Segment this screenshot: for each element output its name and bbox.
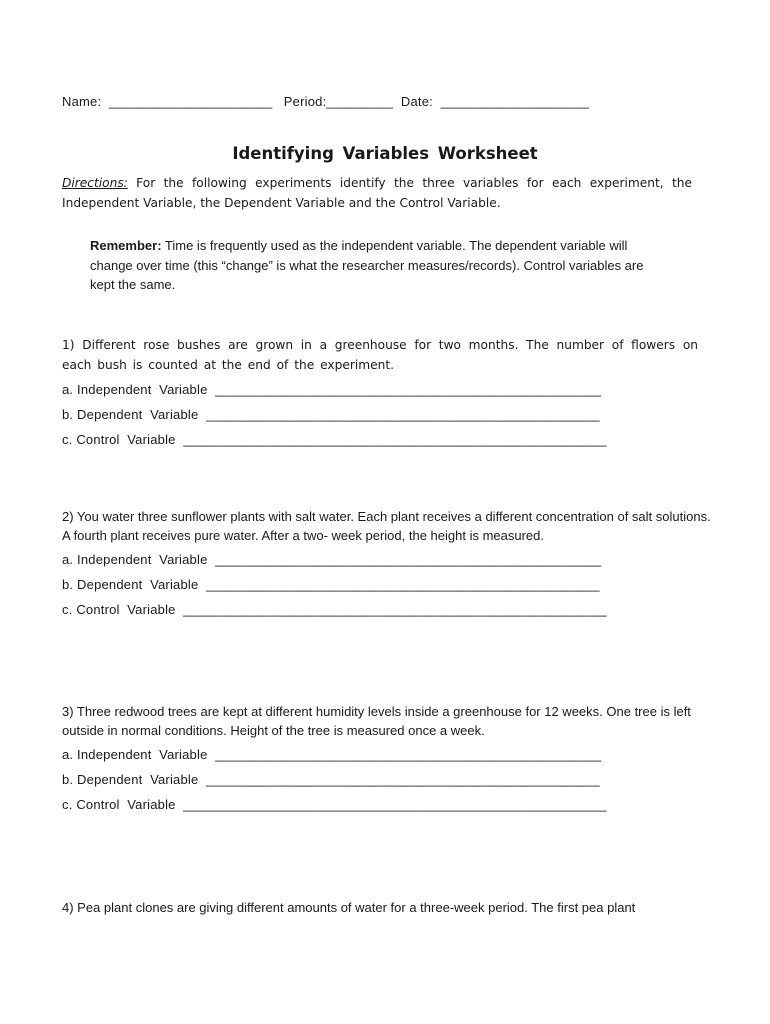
remember-text: Time is frequently used as the independent variable. The dependent variable will change over time (this “change” is what the researcher measures/records). Control variables are kept the same.: [90, 238, 644, 292]
question-1-control-variable-line[interactable]: c. Control Variable _________________________________________________________: [62, 432, 607, 447]
question-2-dependent-variable-line[interactable]: b. Dependent Variable _____________________________________________________: [62, 577, 600, 592]
directions-label: Directions:: [62, 176, 128, 190]
question-1-text: 1) Different rose bushes are grown in a greenhouse for two months. The number of flowers on each bush is counted at the end of the experiment.: [62, 338, 698, 372]
directions-text: For the following experiments identify the three variables for each experiment, the Independent Variable, the Dependent Variable and the Control Variable.: [62, 176, 692, 210]
question-2-control-variable-line[interactable]: c. Control Variable _________________________________________________________: [62, 602, 607, 617]
question-3-control-variable-line[interactable]: c. Control Variable _________________________________________________________: [62, 797, 607, 812]
question-4-text: 4) Pea plant clones are giving different amounts of water for a three-week period. The first pea plant: [62, 900, 636, 915]
directions-paragraph: [62, 173, 692, 213]
question-3-text: 3) Three redwood trees are kept at different humidity levels inside a greenhouse for 12 weeks. One tree is left outside in normal conditions. Height of the tree is measured once a week.: [62, 704, 691, 738]
remember-label: Remember:: [90, 238, 162, 253]
question-1-dependent-variable-line[interactable]: b. Dependent Variable _____________________________________________________: [62, 407, 600, 422]
question-3-independent-variable-line[interactable]: a. Independent Variable ____________________________________________________: [62, 747, 602, 762]
question-3-dependent-variable-line[interactable]: b. Dependent Variable _____________________________________________________: [62, 772, 600, 787]
name-period-date-line[interactable]: Name: ______________________ Period:_________ Date: ____________________: [62, 94, 590, 109]
remember-note: [90, 236, 670, 295]
question-1-independent-variable-line[interactable]: a. Independent Variable ____________________________________________________: [62, 382, 602, 397]
question-2-independent-variable-line[interactable]: a. Independent Variable ____________________________________________________: [62, 552, 602, 567]
question-2-text: 2) You water three sunflower plants with salt water. Each plant receives a different concentration of salt solutions. A fourth plant receives pure water. After a two- week period, the height is measured.: [62, 509, 711, 543]
worksheet-title: Identifying Variables Worksheet: [232, 144, 538, 163]
